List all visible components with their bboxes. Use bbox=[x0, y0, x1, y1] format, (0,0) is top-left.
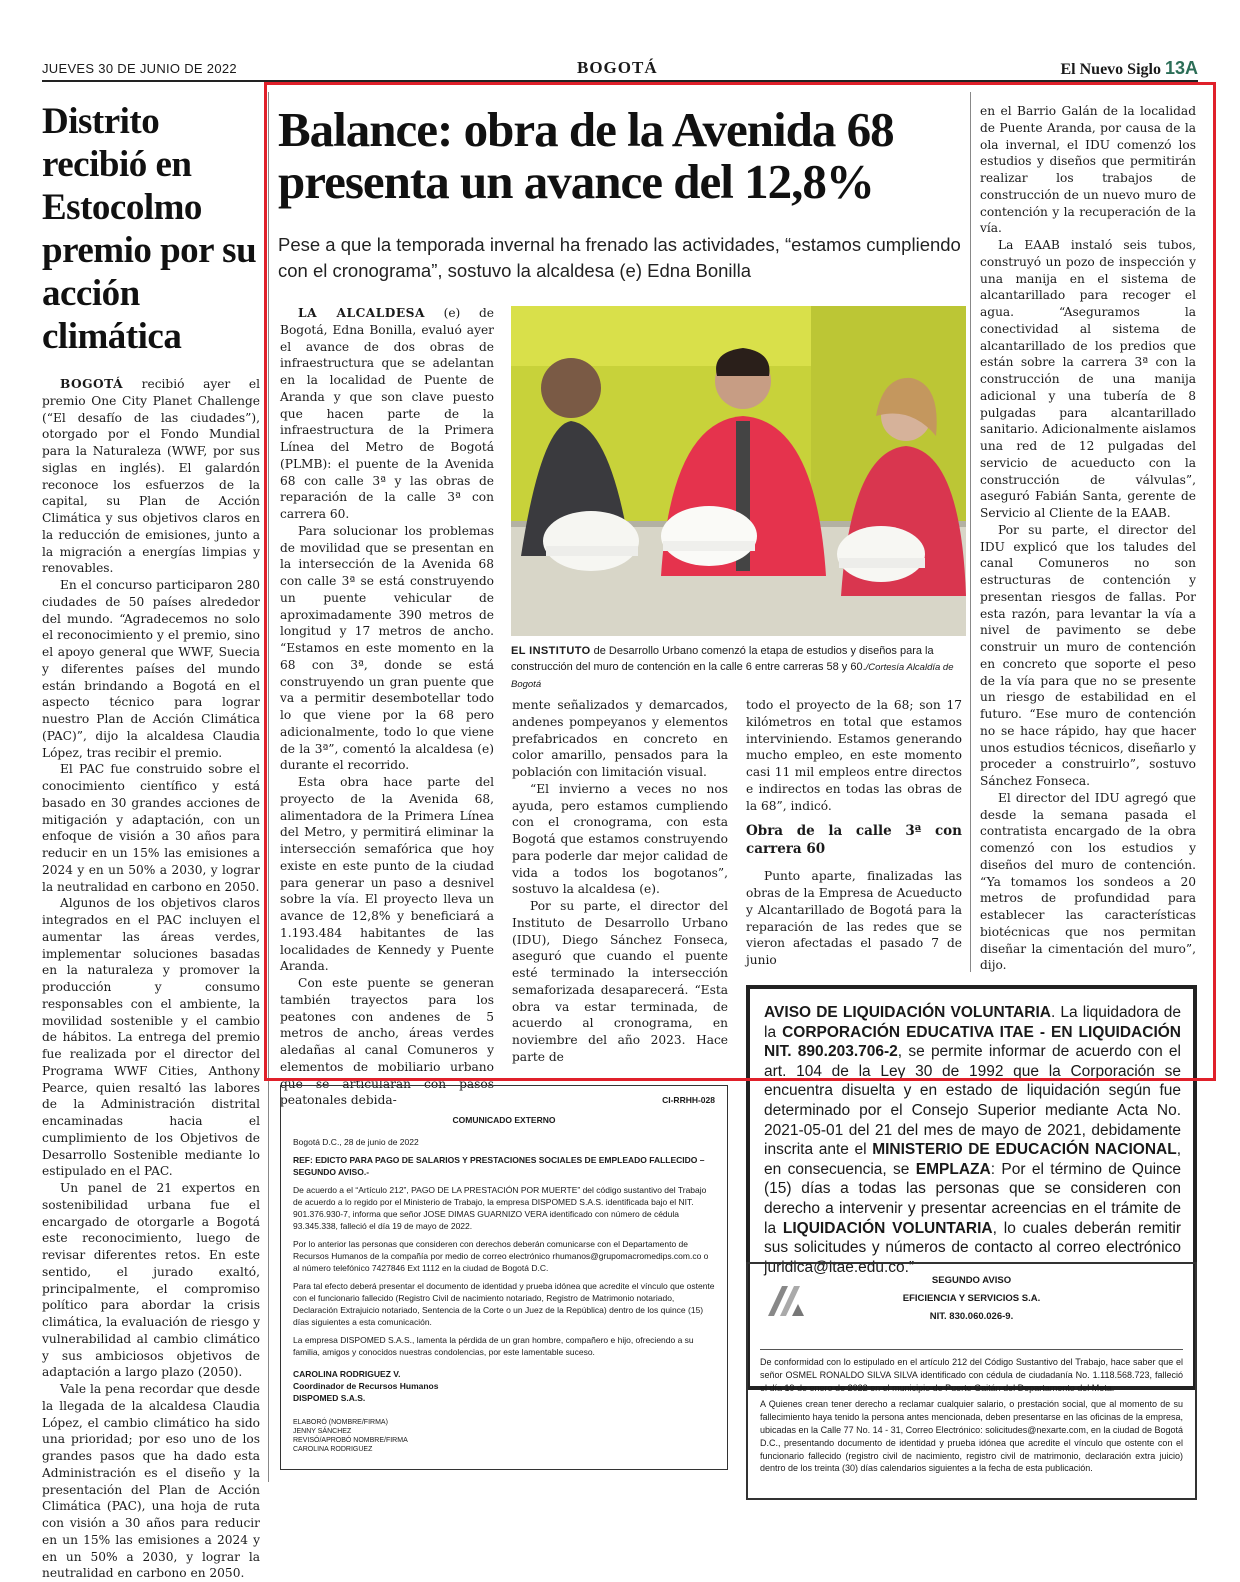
paragraph: Un panel de 21 expertos en sostenibilidad urbana fue el encargado de otorgarle a Bogotá este reconocimiento, luego de revisar diferentes retos. En este sentido, el jurado exaltó, principalmente, el compromiso político para abordar la crisis climática, la evaluación de riesgo y vulnerabilidad al cambio climático y sus ambiciosos objetivos de adaptación a largo plazo (2050). bbox=[42, 1181, 260, 1380]
photo-credit: /Cortesía Alcaldía de Bogotá bbox=[511, 662, 954, 690]
header-rule bbox=[42, 80, 1198, 82]
communique-date: Bogotá D.C., 28 de junio de 2022 bbox=[293, 1137, 419, 1147]
paragraph: todo el proyecto de la 68; son 17 kilómetros en total que estamos interviniendo. Estamos generando mucho empleo, en este momento casi 11 mil empleos entre directos e indirectos en todas las obras de la 68”, indicó. bbox=[746, 698, 962, 813]
paragraph: Esta obra hace parte del proyecto de la Avenida 68, alimentadora de la Primera Línea del Metro, y permitirá eliminar la intersección semafórica que hoy existe en este punto de la ciudad para generar un paso a desnivel sobre la vía. El proyecto lleva un avance de 12,8% y beneficiará a 1.193.484 habitantes de las localidades de Kennedy y Puente Aranda. bbox=[280, 775, 494, 974]
lead-kicker: LA ALCALDESA bbox=[298, 306, 425, 320]
company-logo-icon bbox=[766, 1282, 806, 1318]
paragraph: A Quienes crean tener derecho a reclamar cualquier salario, o prestación social, que al momento de su fallecimiento haya tenido la persona antes mencionada, deben presentarse en las oficinas de la empresa, ubicadas en la Calle 77 No. 14 - 31, Correo Electrónico: solicitudes@nexarte.com, en la ciudad de Bogotá D.C., presentando documento de identidad y prueba idónea que acredite el vínculo que ostente con el funcionario fallecido (registro civil de nacimiento, registro civil de matrimonio, declaración extra juicio) dentro de los treinta (30) días calendarios siguientes a la fecha de esta publicación. bbox=[760, 1399, 1183, 1474]
paragraph bbox=[42, 376, 260, 577]
paragraph: mente señalizados y demarcados, andenes pompeyanos y elementos prefabricados en concreto en color amarillo, pensados para la población con limitación visual. bbox=[512, 698, 728, 779]
paragraph: Por su parte, el director del IDU explicó que los taludes del canal Comuneros no son estructuras de contención y presentan riesgos de fallas. Por esta razón, para levantar la vía a nivel de pavimento se debe construir un muro de contención en concreto que soporte el peso de la vía para que no se presente un riesgo de estabilidad en el futuro. “Ese muro de contención no se hace rápido, hay que hacer unos estudios técnicos, diseñarlo y proceder a construirlo”, sostuvo Sánchez Fonseca. bbox=[980, 522, 1196, 788]
second-notice-header bbox=[760, 1272, 1183, 1350]
second-notice bbox=[746, 1262, 1197, 1500]
page-header bbox=[42, 58, 1198, 80]
paragraph: Punto aparte, finalizadas las obras de la Empresa de Acueducto y Alcantarillado de Bogotá para la reparación de las redes que se vieron afectadas el pasado 7 de junio bbox=[746, 869, 962, 967]
main-column-3 bbox=[746, 697, 962, 969]
paragraph: Algunos de los objetivos claros integrados en el PAC incluyen el aumentar las áreas verdes, implementar soluciones basadas en la naturaleza y promover la producción y consumo responsables con el ambiente, la movilidad sostenible y el cambio de hábitos. La entrega del premio fue realizada por el director del Programa WWF Cities, Anthony Pearce, quien resaltó las labores de la Administración distrital encaminadas hacia el cumplimiento de los Objetivos de Desarrollo Sostenible mediante lo estipulado en el PAC. bbox=[42, 896, 260, 1179]
lead-kicker: BOGOTÁ bbox=[60, 377, 124, 391]
signer-name: CAROLINA RODRIGUEZ V. bbox=[293, 1369, 401, 1379]
notice-bold-text: EMPLAZA bbox=[915, 1160, 991, 1178]
paragraph: La empresa DISPOMED S.A.S., lamenta la pérdida de un gran hombre, compañero e hijo, ofreciendo a su familia, amigos y conocidos nuestras condolencias, por este lamentable suceso. bbox=[293, 1335, 694, 1357]
paragraph-text: (e) de Bogotá, Edna Bonilla, evaluó ayer el avance de dos obras de infraestructura que se adelantan en la localidad de Puente de Aranda y que son clave puesto que hacen parte de la infraestructura de la Primera Línea del Metro de Bogotá (PLMB): el puente de la Avenida 68 con calle 3ª y las obras de reparación de la calle 3ª con carrera 60. bbox=[280, 306, 494, 521]
second-notice-company: EFICIENCIA Y SERVICIOS S.A. bbox=[902, 1293, 1041, 1304]
brand-name: El Nuevo Siglo bbox=[1060, 61, 1161, 78]
approval-line: JENNY SÁNCHEZ bbox=[293, 1428, 352, 1435]
notice-text: , en consecuencia, se bbox=[764, 1141, 1181, 1178]
news-photo bbox=[511, 306, 966, 636]
main-deck: Pese a que la temporada invernal ha frenado las actividades, “estamos cumpliendo con el cronograma”, sostuvo la alcaldesa (e) Edna Bonilla bbox=[278, 234, 961, 281]
paragraph: “El invierno a veces no nos ayuda, pero estamos cumpliendo con el cronograma, con esta Bogotá que estamos construyendo para poderle dar mejor calidad de vida a todos los bogotanos”, sostuvo la alcaldesa (e). bbox=[512, 781, 728, 897]
communique-reference: REF: EDICTO PARA PAGO DE SALARIOS Y PRESTACIONES SOCIALES DE EMPLEADO FALLECIDO – SEGUNDO AVISO.- bbox=[293, 1155, 705, 1177]
subheading: Obra de la calle 3ª con carrera 60 bbox=[746, 823, 962, 858]
paragraph: Para solucionar los problemas de movilidad que se presentan en la intersección de la Avenida 68 con calle 3ª se está construyendo un puente vehicular de aproximadamente 390 metros de longitud y 17 metros de ancho. “Estamos en este momento en la 68 con 3ª, donde se está construyendo un gran puente que va a permitir desembotellar todo lo que viene por la 68 pero adicionalmente, todo lo que viene de la 3ª”, comentó la alcaldesa (e) durante el recorrido. bbox=[280, 523, 494, 773]
left-story bbox=[42, 100, 260, 1582]
caption-text: de Desarrollo Urbano comenzó la etapa de estudios y diseños para la construcción del muro de contención en la calle 6 entre carreras 58 y 60. bbox=[511, 645, 934, 673]
approval-line: CAROLINA RODRIGUEZ bbox=[293, 1446, 373, 1453]
paragraph: Para tal efecto deberá presentar el documento de identidad y prueba idónea que acredite el vínculo que ostente con el funcionario fallecido (Registro Civil de nacimiento notariado, Registro de Matrimonio notariado, Declaración Extrajuicio notariado, Sentencia de la Corte o un Juez de la República) dentro de los quince (15) días siguientes a esta comunicación. bbox=[293, 1281, 715, 1327]
notice-text: . La liquidadora de la bbox=[764, 1004, 1181, 1041]
main-headline: Balance: obra de la Avenida 68 presenta un avance del 12,8% bbox=[278, 102, 894, 209]
section-name: BOGOTÁ bbox=[577, 58, 658, 77]
signature-block bbox=[293, 1368, 715, 1404]
second-notice-nit: NIT. 830.060.026-9. bbox=[929, 1311, 1014, 1322]
paragraph: Con este puente se generan también trayectos para los peatones con andenes de 5 metros de ancho, áreas verdes aledañas al canal Comuneros y elementos de mobiliario urbano que se articularán con pasos peatonales debida- bbox=[280, 976, 494, 1108]
main-column-4 bbox=[980, 103, 1196, 974]
second-notice-title: SEGUNDO AVISO bbox=[931, 1275, 1012, 1286]
paragraph: En el concurso participaron 280 ciudades de 50 países alrededor del mundo. “Agradecemos no solo el reconocimiento y el premio, sino el apoyo general que WWF, Suecia y diferentes países del mundo están brindando a Bogotá en el aspecto técnico para lograr nuestro Plan de Acción Climática (PAC)”, dijo la alcaldesa Claudia López, tras recibir el premio. bbox=[42, 578, 260, 760]
main-column-2 bbox=[512, 697, 728, 1066]
notice-bold-text: LIQUIDACIÓN VOLUNTARIA bbox=[782, 1219, 993, 1237]
approval-block bbox=[293, 1418, 715, 1454]
paragraph-text: recibió ayer el premio One City Planet Challenge (“El desafío de las ciudades”), otorgado por el Fondo Mundial para la Naturaleza (WWF, por sus siglas en inglés). El galardón reconoce los esfuerzos de la capital, su Plan de Acción Climática y sus objetivos claros en la reducción de emisiones, junto a la migración a energías limpias y renovables. bbox=[42, 377, 260, 576]
notice-bold-text: CORPORACIÓN EDUCATIVA ITAE - EN LIQUIDACIÓN NIT. 890.203.706-2 bbox=[764, 1023, 1182, 1061]
left-story-body bbox=[42, 376, 260, 1582]
liquidation-notice-text bbox=[764, 1003, 1181, 1277]
paragraph: El director del IDU agregó que desde la semana pasada el contratista encargado de la obra comenzó con los estudios y diseños del muro de contención. “Ya tomamos los sondeos a 20 metros de profundidad para establecer las características biotécnicas que nos permitan diseñar la cimentación del muro”, dijo. bbox=[980, 790, 1196, 973]
notice-text: , lo cuales deberán remitir sus solicitudes y números de contacto al correo electrónico juridica@itae.edu.co.” bbox=[764, 1219, 1182, 1276]
notice-bold-text: MINISTERIO DE EDUCACIÓN NACIONAL bbox=[872, 1141, 1177, 1159]
communique-code: CI-RRHH-028 bbox=[662, 1095, 715, 1105]
communique-title: COMUNICADO EXTERNO bbox=[452, 1115, 556, 1125]
second-notice-titles bbox=[760, 1272, 1183, 1326]
paragraph: Por lo anterior las personas que consideren con derechos deberán comunicarse con el Departamento de Recursos Humanos de la compañía por medio de correo electrónico rhumanos@grupomacromedips.com.co o al número telefónico 7427846 Ext 1112 en la ciudad de Bogotá D.C. bbox=[293, 1239, 709, 1273]
page-number: 13A bbox=[1164, 58, 1198, 78]
newspaper-brand bbox=[1061, 58, 1199, 79]
notice-text: , se permite informar de acuerdo con el art. 104 de la Ley 30 de 1992 que la Corporación se encuentra disuelta y en estado de liquidación según fue determinado por el Consejo Superior mediante Acta No. 2021-05-01 del 21 del mes de mayo de 2021, debidamente inscrita ante el bbox=[764, 1043, 1181, 1159]
paragraph: La EAAB instaló seis tubos, construyó un pozo de inspección y una manija en el sistema de alcantarillado para recoger el agua. “Aseguramos la conectividad al sistema de alcantarillado de los predios que están sobre la carrera 3ª con la construcción de una manija adicional y una tubería de 8 pulgadas para alcantarillado sanitario. Adicionalmente aislamos una red de 12 pulgadas del servicio de acueducto con la construcción de válvulas”, aseguró Fabián Santa, gerente de Servicio al Cliente de la EAAB. bbox=[980, 238, 1196, 520]
column-divider bbox=[970, 92, 971, 972]
photo-caption bbox=[511, 643, 966, 693]
column-divider bbox=[268, 92, 269, 1482]
signer-role: Coordinador de Recursos Humanos bbox=[293, 1381, 439, 1391]
left-story-headline: Distrito recibió en Estocolmo premio por su acción climática bbox=[42, 101, 257, 357]
main-column-1 bbox=[280, 305, 494, 1109]
notice-bold-text: AVISO DE LIQUIDACIÓN VOLUNTARIA bbox=[764, 1004, 1051, 1021]
approval-line: ELABORÓ (NOMBRE/FIRMA) bbox=[293, 1419, 388, 1426]
edition-date: JUEVES 30 DE JUNIO DE 2022 bbox=[42, 61, 237, 76]
external-communique bbox=[280, 1085, 728, 1470]
paragraph: De conformidad con lo estipulado en el artículo 212 del Código Sustantivo del Trabajo, hace saber que el señor OSMEL RONALDO SILVA SILVA identificado con cédula de ciudadanía No. 1.118.568.723, falleció el día 19 de enero de 2022 en el municipio de Puerto Gaitán del Departamento del Meta. bbox=[760, 1357, 1183, 1393]
paragraph: De acuerdo a el “Artículo 212”, PAGO DE LA PRESTACIÓN POR MUERTE” del código sustantivo del Trabajo de acuerdo a lo regido por el Ministerio de Trabajo, la empresa DISPOMED S.A.S. identificada bajo el NIT. 901.376.930-7, informa que señor JOSE DIMAS GUARNIZO VERA identificado con número de cédula 93.345.338, falleció el día 19 de mayo de 2022. bbox=[293, 1185, 707, 1231]
paragraph bbox=[280, 305, 494, 523]
paragraph: El PAC fue construido sobre el conocimiento científico y está basado en 30 grandes acciones de mitigación y adaptación, con un enfoque de visión a 30 años para reducir en un 15% las emisiones a 2024 y en un 50% a 2030, y lograr la neutralidad en carbono en 2050. bbox=[42, 762, 260, 894]
photo-illustration bbox=[511, 306, 966, 636]
notice-text: : Por el término de Quince (15) días a todas las personas que se consideren con derecho a intervenir y presentar acreencias en el trámite de la bbox=[764, 1160, 1182, 1237]
paragraph: Por su parte, el director del Instituto de Desarrollo Urbano (IDU), Diego Sánchez Fonseca, aseguró que cuando el puente esté terminado la intersección semaforizada desaparecerá. “Esta obra va estar terminada, de acuerdo al cronograma, en noviembre del año 2023. Hace parte de bbox=[512, 899, 728, 1064]
approval-line: REVISÓ/APROBÓ NOMBRE/FIRMA bbox=[293, 1437, 408, 1444]
paragraph: Vale la pena recordar que desde la llegada de la alcaldesa Claudia López, el cambio climático ha sido una prioridad; por eso uno de los grandes pasos que ha dado esta Administración es el diseño y la presentación del Plan de Acción Climática (PAC), una hoja de ruta con visión a 30 años para reducir en un 15% las emisiones a 2024 y en un 50% a 2030, y lograr la neutralidad en carbono en 2050. bbox=[42, 1382, 260, 1581]
signer-company: DISPOMED S.A.S. bbox=[293, 1393, 366, 1403]
paragraph: en el Barrio Galán de la localidad de Puente Aranda, por causa de la ola invernal, el IDU comenzó los estudios y diseños que permitirán realizar los trabajos de construcción de un nuevo muro de contención y la recuperación de la vía. bbox=[980, 104, 1196, 236]
caption-kicker: EL INSTITUTO bbox=[511, 645, 591, 657]
